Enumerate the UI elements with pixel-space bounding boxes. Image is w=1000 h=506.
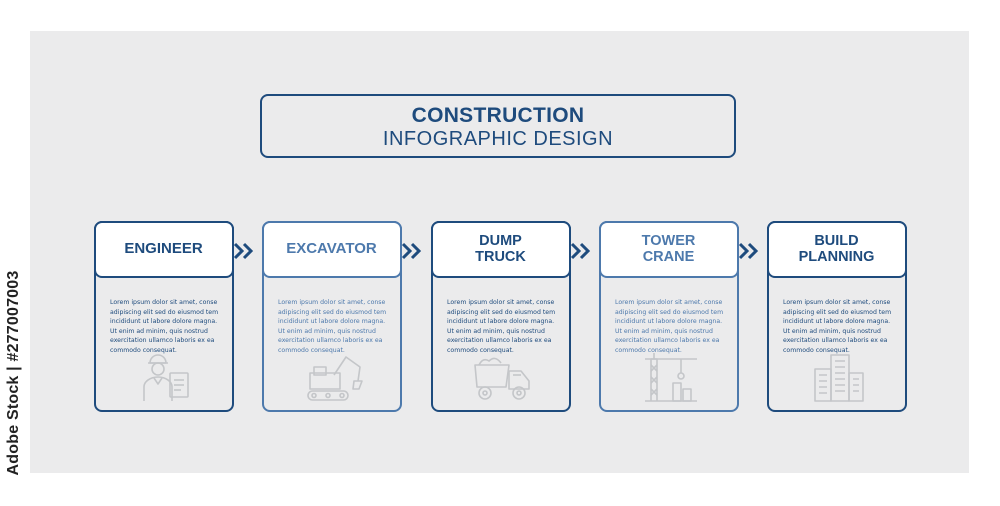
card-build-planning xyxy=(767,221,907,412)
card-header xyxy=(431,221,571,278)
card-header xyxy=(599,221,739,278)
arrow-icon xyxy=(233,242,255,260)
title-box xyxy=(260,94,736,158)
card-dump-truck xyxy=(431,221,571,412)
arrow-icon xyxy=(401,242,423,260)
card-body-text: Lorem ipsum dolor sit amet, conse adipiscing elit sed do eiusmod tem incididunt ut labore dolore magna. Ut enim ad minim, quis nostrud exercitation ullamco laboris ex ea commodo consequat. xyxy=(110,299,219,354)
card-header xyxy=(262,221,402,278)
card-label-line1: TOWER xyxy=(641,233,696,249)
card-header xyxy=(767,221,907,278)
card-label: ENGINEER xyxy=(124,240,203,257)
card-body-text: Lorem ipsum dolor sit amet, conse adipiscing elit sed do eiusmod tem incididunt ut labore dolore magna. Ut enim ad minim, quis nostrud exercitation ullamco laboris ex ea commodo consequat. xyxy=(278,299,387,354)
card-header xyxy=(94,221,234,278)
card-label-line2: PLANNING xyxy=(798,249,875,265)
card-body-text: Lorem ipsum dolor sit amet, conse adipiscing elit sed do eiusmod tem incididunt ut labore dolore magna. Ut enim ad minim, quis nostrud exercitation ullamco laboris ex ea commodo consequat. xyxy=(615,299,724,354)
card-tower-crane xyxy=(599,221,739,412)
card-label: EXCAVATOR xyxy=(286,240,377,257)
card-label-line2: TRUCK xyxy=(475,249,526,265)
card-excavator xyxy=(262,221,402,412)
engineer-icon xyxy=(136,351,196,403)
title-sub: INFOGRAPHIC DESIGN xyxy=(382,128,614,150)
buildings-icon xyxy=(809,351,869,403)
card-body-text: Lorem ipsum dolor sit amet, conse adipiscing elit sed do eiusmod tem incididunt ut labore dolore magna. Ut enim ad minim, quis nostrud exercitation ullamco laboris ex ea commodo consequat. xyxy=(447,299,556,354)
arrow-icon xyxy=(570,242,592,260)
card-label-line1: BUILD xyxy=(814,233,859,249)
excavator-icon xyxy=(304,351,364,403)
title-main: CONSTRUCTION xyxy=(411,104,585,127)
watermark-text: Adobe Stock | #277007003 xyxy=(5,270,22,476)
card-engineer xyxy=(94,221,234,412)
card-label-line1: DUMP xyxy=(479,233,522,249)
arrow-icon xyxy=(738,242,760,260)
dump-truck-icon xyxy=(473,351,533,403)
card-label-line2: CRANE xyxy=(642,249,695,265)
card-body-text: Lorem ipsum dolor sit amet, conse adipiscing elit sed do eiusmod tem incididunt ut labore dolore magna. Ut enim ad minim, quis nostrud exercitation ullamco laboris ex ea commodo consequat. xyxy=(783,299,892,354)
tower-crane-icon xyxy=(641,351,701,403)
stock-watermark xyxy=(2,268,26,478)
